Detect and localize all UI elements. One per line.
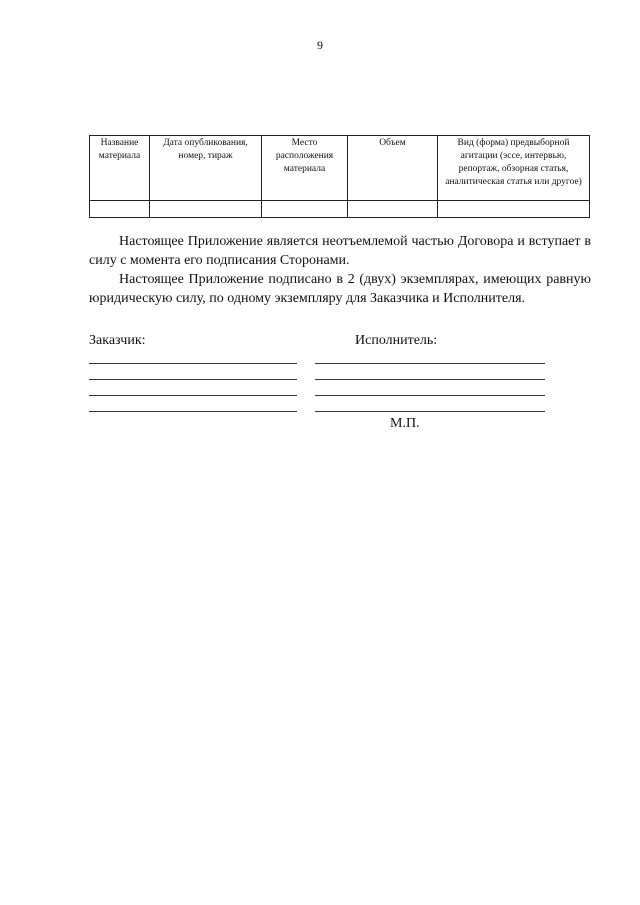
page-number: 9 [317,38,323,52]
contractor-label: Исполнитель: [355,333,438,348]
customer-signature-line [89,363,297,364]
table-row [90,201,590,218]
paragraph-copies: Настоящее Приложение подписано в 2 (двух) экземплярах, имеющих равную юридическую силу, по одному экземпляру для Заказчика и Исполнителя. [89,272,591,306]
header-material-location: Место расположения материала [262,136,348,201]
stamp-placeholder: М.П. [390,416,420,431]
customer-signature-line [89,379,297,380]
header-volume: Объем [348,136,438,201]
table-cell [262,201,348,218]
table-header-row [90,136,590,201]
table-cell [90,201,150,218]
materials-table [89,135,590,218]
customer-signature-line [89,395,297,396]
paragraph-validity: Настоящее Приложение является неотъемлемой частью Договора и вступает в силу с момента его подписания Сторонами. [89,234,591,268]
body-text [89,232,591,308]
customer-label: Заказчик: [89,333,146,348]
contractor-signature-line [315,363,545,364]
header-material-name: Название материала [90,136,150,201]
header-publication-date: Дата опубликования, номер, тираж [150,136,262,201]
contractor-signature-line [315,379,545,380]
contractor-signature-line [315,411,545,412]
header-agitation-type: Вид (форма) предвыборной агитации (эссе, интервью, репортаж, обзорная статья, аналитическая статья или другое) [438,136,590,201]
table-cell [348,201,438,218]
table-cell [438,201,590,218]
customer-signature-line [89,411,297,412]
contractor-signature-line [315,395,545,396]
table-cell [150,201,262,218]
